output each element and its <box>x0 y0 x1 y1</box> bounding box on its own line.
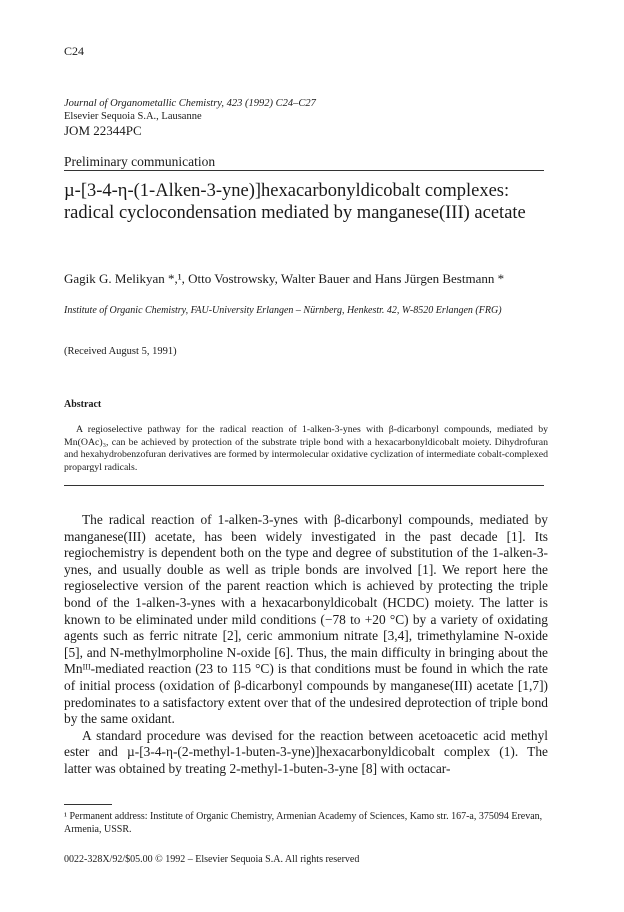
received-date: (Received August 5, 1991) <box>64 346 177 357</box>
abstract-divider <box>64 485 544 486</box>
abstract-text: A regioselective pathway for the radical reaction of 1-alken-3-ynes with β-dicarbonyl compounds, mediated by Mn(OAc)₃, can be achieved by protection of the substrate triple bond with a hexacarbonyldicobalt moiety. Dihydrofuran and hexahydrobenzofuran derivatives are formed by intermolecular oxidative cyclization of intermediate cobalt-complexed propargyl radicals. <box>64 424 548 473</box>
copyright-line: 0022-328X/92/$05.00 © 1992 – Elsevier Sequoia S.A. All rights reserved <box>64 854 360 865</box>
jom-code: JOM 22344PC <box>64 123 142 138</box>
affiliation: Institute of Organic Chemistry, FAU-University Erlangen – Nürnberg, Henkestr. 42, W-8520 Erlangen (FRG) <box>64 305 502 316</box>
abstract-heading: Abstract <box>64 399 102 410</box>
body-paragraph: The radical reaction of 1-alken-3-ynes with β-dicarbonyl compounds, mediated by manganese(III) acetate, has been widely investigated in the past decade [1]. Its regiochemistry is dependent both on the type and degree of substitution of the 1-alken-3-ynes, and usually double as well as triple bonds are involved [1]. We report here the regioselective version of the parent reaction which is achieved by protecting the triple bond of the 1-alken-3-ynes with a hexacarbonyldicobalt (HCDC) moiety. The latter is known to be eliminated under mild conditions (−78 to +20 °C) by a variety of oxidating agents such as ferric nitrate [2], ceric ammonium nitrate [3,4], trimethylamine N-oxide [5], and N-methylmorpholine N-oxide [6]. Thus, the main difficulty in bringing about the Mnᴵᴵᴵ-mediated reaction (23 to 115 °C) is that conditions must be found in which the rate of initial process (oxidation of β-dicarbonyl compounds by manganese(III) acetate [1,7]) predominates to a satisfactory extent over that of the undesired deprotection of triple bond by the same oxidant. <box>64 512 548 727</box>
journal-citation: Journal of Organometallic Chemistry, 423 (1992) C24–C27 <box>64 98 316 109</box>
article-category: Preliminary communication <box>64 154 216 169</box>
header-divider <box>64 170 544 171</box>
abstract-body <box>64 424 548 474</box>
author-list: Gagik G. Melikyan *,¹, Otto Vostrowsky, Walter Bauer and Hans Jürgen Bestmann * <box>64 271 505 286</box>
publisher: Elsevier Sequoia S.A., Lausanne <box>64 111 202 122</box>
main-text <box>64 512 548 778</box>
article-title: µ-[3-4-η-(1-Alken-3-yne)]hexacarbonyldicobalt complexes: radical cyclocondensation mediated by manganese(III) acetate <box>64 181 526 223</box>
body-paragraph: A standard procedure was devised for the reaction between acetoacetic acid methyl ester and µ-[3-4-η-(2-methyl-1-buten-3-yne)]hexacarbonyldicobalt complex (1). The latter was obtained by treating 2-methyl-1-buten-3-yne [8] with octacar- <box>64 727 548 776</box>
footnote-divider <box>64 804 112 805</box>
footnote: ¹ Permanent address: Institute of Organic Chemistry, Armenian Academy of Sciences, Kamo str. 167-a, 375094 Erevan, Armenia, USSR. <box>64 811 543 835</box>
page-number: C24 <box>64 44 85 58</box>
